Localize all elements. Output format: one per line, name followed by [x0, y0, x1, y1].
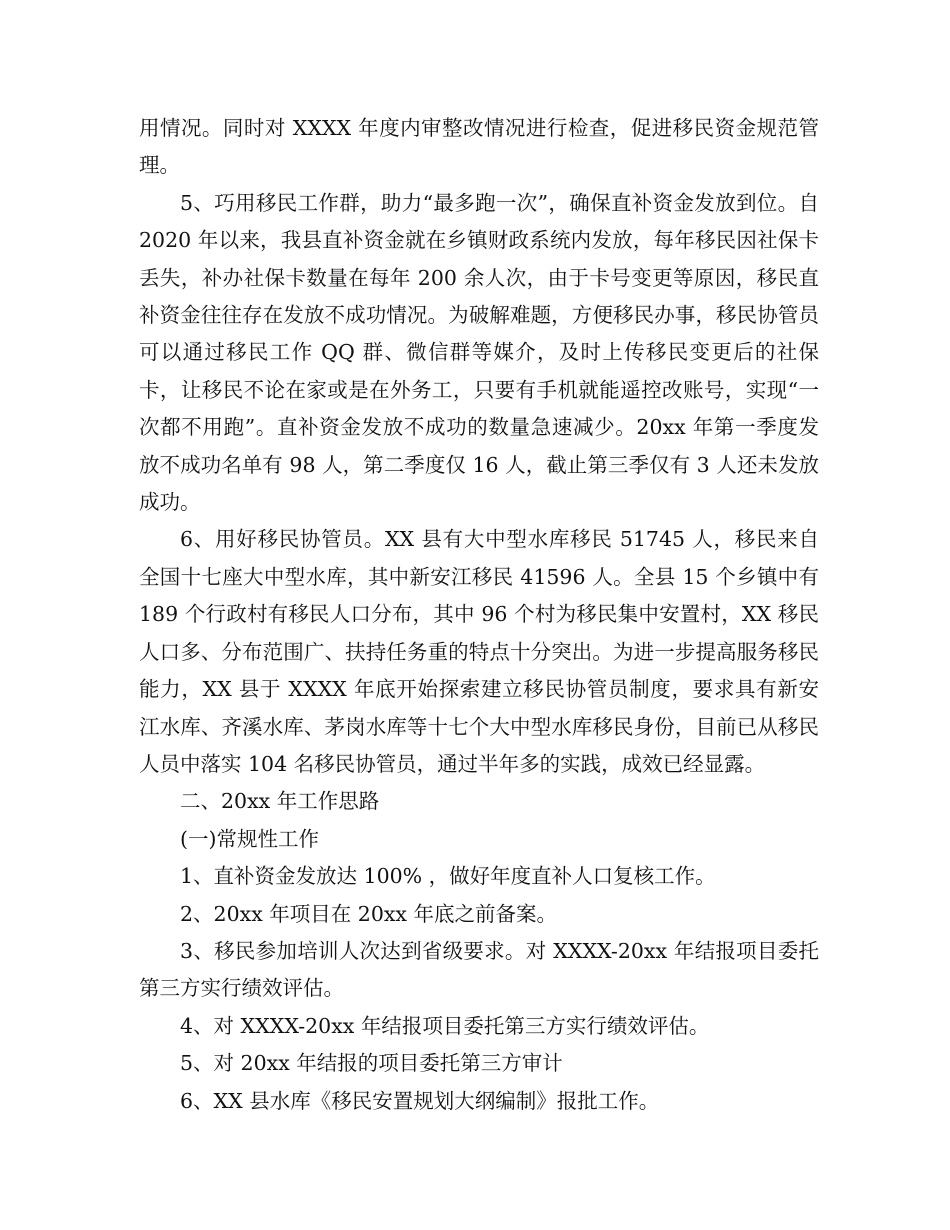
document-body — [139, 110, 819, 1120]
paragraph-continuation: 用情况。同时对 XXXX 年度内审整改情况进行检查，促进移民资金规范管理。 — [139, 116, 819, 178]
list-item-6: 6、XX 县水库《移民安置规划大纲编制》报批工作。 — [180, 1088, 660, 1113]
list-item-5: 5、对 20xx 年结报的项目委托第三方审计 — [180, 1051, 563, 1076]
paragraph-item-5: 5、巧用移民工作群，助力“最多跑一次”，确保直补资金发放到位。自 2020 年以来，我县直补资金就在乡镇财政系统内发放，每年移民因社保卡丢失，补办社保卡数量在每年 200 余人次，由于卡号变更等原因，移民直补资金往往存在发放不成功情况。为破解难题，方便移民办事，移民协管员可以通过移民工作 QQ 群、微信群等媒介，及时上传移民变更后的社保卡，让移民不论在家或是在外务工，只要有手机就能遥控改账号，实现“一次都不用跑”。直补资金发放不成功的数量急速减少。20xx 年第一季度发放不成功名单有 98 人，第二季度仅 16 人，截止第三季仅有 3 人还未发放成功。 — [139, 190, 819, 515]
paragraph-item-6: 6、用好移民协管员。XX 县有大中型水库移民 51745 人，移民来自全国十七座大中型水库，其中新安江移民 41596 人。全县 15 个乡镇中有 189 个行政村有移民人口分布，其中 96 个村为移民集中安置村，XX 移民人口多、分布范围广、扶持任务重的特点十分突出。为进一步提高服务移民能力，XX 县于 XXXX 年底开始探索建立移民协管员制度，要求具有新安江水库、齐溪水库、茅岗水库等十七个大中型水库移民身份，目前已从移民人员中落实 104 名移民协管员，通过半年多的实践，成效已经显露。 — [139, 527, 819, 776]
list-item-1: 1、直补资金发放达 100% ，做好年度直补人口复核工作。 — [180, 864, 716, 889]
subsection-heading: (一)常规性工作 — [180, 826, 319, 851]
list-item-4: 4、对 XXXX-20xx 年结报项目委托第三方实行绩效评估。 — [180, 1013, 710, 1038]
list-item-2: 2、20xx 年项目在 20xx 年底之前备案。 — [180, 901, 558, 926]
list-item-3: 3、移民参加培训人次达到省级要求。对 XXXX-20xx 年结报项目委托第三方实行绩效评估。 — [139, 938, 819, 1001]
section-heading: 二、20xx 年工作思路 — [180, 789, 380, 814]
